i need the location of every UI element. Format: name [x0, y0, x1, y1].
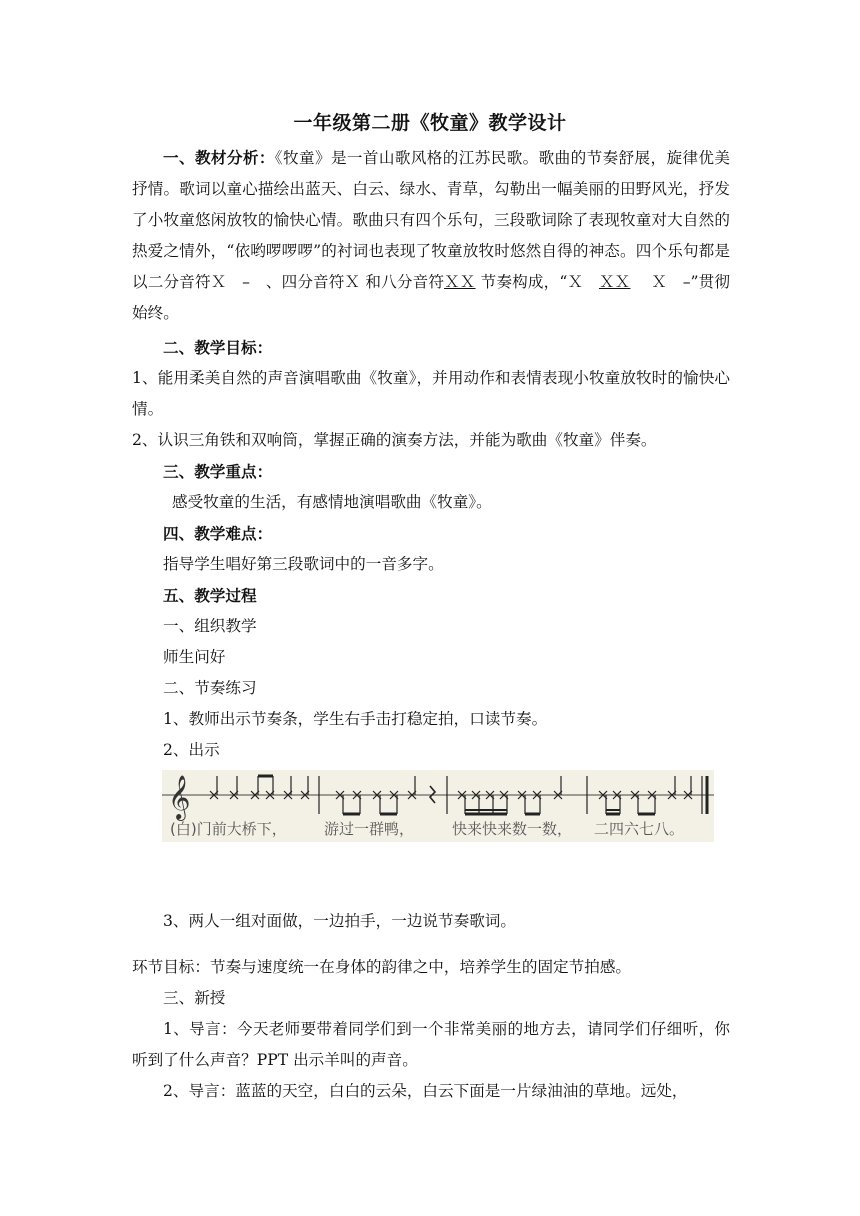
analysis-eighth-note-xx: ＸＸ — [444, 273, 476, 291]
rhythm-item-3: 3、两人一组对面做，一边拍手，一边说节奏歌词。 — [163, 912, 516, 930]
process-step-1-text: 师生问好 — [163, 648, 226, 666]
note-x — [390, 791, 398, 814]
note-x — [230, 776, 238, 799]
analysis-text-b: 节奏构成，“Ｘ — [475, 273, 599, 291]
note-x — [533, 791, 541, 814]
note-x — [518, 791, 526, 814]
lyric-bar-1: (白)门前大桥下， — [170, 820, 287, 838]
new-lesson-item-1: 1、导言：今天老师要带着同学们到一个非常美丽的地方去，请同学们仔细听，你听到了什么声音？PPT 出示羊叫的声音。 — [132, 1020, 730, 1069]
section-goal-note: 环节目标：节奏与速度统一在身体的韵律之中，培养学生的固定节拍感。 — [132, 958, 632, 976]
note-x — [458, 791, 466, 814]
note-x — [554, 776, 562, 799]
section-heading-analysis: 一、教材分析： — [163, 148, 275, 167]
analysis-text-a: 《牧童》是一首山歌风格的江苏民歌。歌曲的节奏舒展，旋律优美抒情。歌词以童心描绘出蓝天、白云、绿水、青草，勾勒出一幅美丽的田野风光，抒发了小牧童悠闲放牧的愉快心情。歌曲只有四个乐句，三段歌词除了表现牧童对大自然的热爱之情外，“依哟啰啰啰”的衬词也表现了牧童放牧时悠然自得的神态。四个乐句都是以二分音符Ｘ – 、四分音符Ｘ 和八分音符 — [132, 149, 730, 291]
lyric-bar-2: 游过一群鸭， — [324, 820, 415, 838]
rhythm-item-1: 1、教师出示节奏条，学生右手击打稳定拍，口读节奏。 — [163, 710, 548, 728]
process-step-1: 一、组织教学 — [163, 617, 257, 635]
note-x — [599, 791, 607, 814]
note-x — [336, 791, 344, 814]
new-lesson-item-2: 2、导言：蓝蓝的天空，白白的云朵，白云下面是一片绿油油的草地。远处， — [163, 1082, 688, 1100]
section-heading-process: 五、教学过程 — [163, 586, 257, 605]
note-x — [408, 776, 416, 799]
measure-1 — [210, 776, 309, 799]
lyric-bar-4: 二四六七八。 — [594, 820, 685, 838]
process-step-2: 二、节奏练习 — [163, 679, 257, 697]
rhythm-item-2: 2、出示 — [163, 741, 220, 759]
note-x — [251, 776, 259, 799]
difficulty-text: 指导学生唱好第三段歌词中的一音多字。 — [163, 555, 444, 573]
section-heading-key-points: 三、教学重点： — [163, 462, 273, 481]
note-x — [210, 776, 218, 799]
goal-item-1: 1、能用柔美自然的声音演唱歌曲《牧童》，并用动作和表情表现小牧童放牧时的愉快心情。 — [132, 369, 730, 418]
analysis-text-c: Ｘ –”贯彻始终。 — [132, 273, 730, 322]
section-analysis — [132, 142, 730, 329]
treble-clef-icon: 𝄞 — [168, 775, 191, 819]
note-x — [266, 776, 274, 799]
note-x — [684, 776, 692, 799]
document-title: 一年级第二册《牧童》教学设计 — [293, 112, 567, 134]
note-x — [648, 791, 656, 814]
note-x — [631, 791, 639, 814]
process-step-3: 三、新授 — [163, 989, 226, 1007]
note-x — [284, 776, 292, 799]
goal-item-2: 2、认识三角铁和双响筒，掌握正确的演奏方法，并能为歌曲《牧童》伴奏。 — [132, 431, 657, 449]
rhythm-notation-image — [162, 770, 714, 842]
key-points-text: 感受牧童的生活，有感情地演唱歌曲《牧童》。 — [172, 493, 492, 511]
note-x — [353, 791, 361, 814]
lyric-bar-3: 快来快来数一数， — [452, 820, 573, 838]
section-heading-difficulty: 四、教学难点： — [163, 524, 273, 543]
section-heading-goals: 二、教学目标： — [163, 338, 273, 357]
analysis-rhythm-xx: ＸＸ — [598, 273, 631, 291]
rhythm-notation-svg — [162, 770, 714, 842]
note-x — [373, 791, 381, 814]
note-x — [301, 776, 309, 799]
note-x — [668, 776, 676, 799]
